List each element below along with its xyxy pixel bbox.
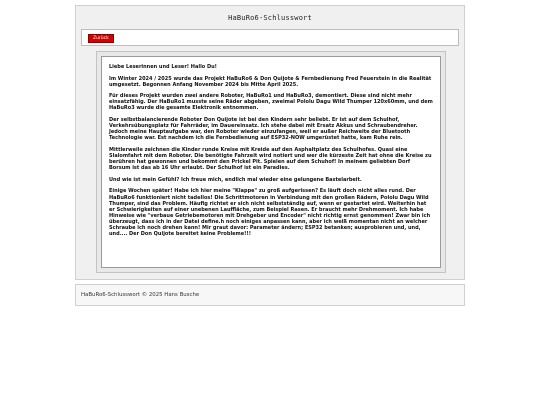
paragraph-weeks-later: Einige Wochen später! Habe ich hier meine "Klappe" zu groß aufgerissen? Es läuft doch nicht alles rund. Der HaBuRo6 funktioniert nicht tadellos! Die Schrittmotoren in Verbindung mit den großen Rädern, Pololu Dagu Wild Thumper, sind das Problem. Häufig richtet er sich nicht selbstständig auf, wenn er gestartet wird. Weiterhin hat er Schwierigkeiten auf einer unebenen Lauffläche, zum Beispiel Rasen. Er braucht mehr Drehmoment. Ich habe Hinweise wie "verbaue Getriebemotoren mit Drehgeber und Encoder" nicht richtig ernst genommen! Zwar bin ich überzeugt, dass ich in der Datei define.h noch einiges anpassen kann, aber ich weiß momentan nicht an welcher Schraube ich noch drehen kann! Mir graut davor: Parameter ändern; ESP32 betanken; ausprobieren und, und, und.... Der Don Quijote bereitet keine Probleme!!! [109,188,431,238]
content-box [101,56,441,268]
paragraph-greeting: Liebe Leserinnen und Leser! Hallo Du! [109,64,217,70]
main-frame [75,5,465,280]
paragraph-robots: Für dieses Projekt wurden zwei andere Roboter, HaBuRo1 und HaBuRo3, demontiert. Diese sind nicht mehr einsatzfähig. Der HaBuRo1 musste seine Räder abgeben, zweimal Pololu Dagu Wild Thumper 120x60mm, und dem HaBuRo3 wurde die gesamte Elektronik entnommen. [109,93,433,112]
nav-bar [81,29,459,46]
paragraph-slalom: Mittlerweile zeichnen die Kinder runde Kreise mit Kreide auf den Asphaltplatz des Schulhofes. Quasi eine Slalomfahrt mit dem Roboter. Die benötigte Fahrzeit wird notiert und wer die kürzeste Zeit hat ohne die Kreise zu berühren hat gewonnen und bekommt den Prickel Pit. Spielen auf dem Schuhof! In meinem geliebten Dorf Borsum ist das ab 16 Uhr erlaubt. Der Schulhof ist ein Paradies. [109,146,432,172]
content-panel [96,51,446,273]
paragraph-don-quijote: Der selbstbalancierende Roboter Don Quijote ist bei den Kindern sehr beliebt. Er ist auf dem Schulhof, Verkehrsübungsplatz für Fahrräder, im Dauereinsatz. Ich stehe dabei mit Ersatz Akkus und Schraubendreher. Jedoch meine Hauptaufgabe war, den Roboter wieder einzufangen, weil er außer Reichweite der Bluetooth Technologie war. Est nachdem ich die Fernbedienung auf ESP32-NOW umgerüstet hatte, kam Ruhe rein. [109,117,418,142]
paragraph-feeling: Und wie ist mein Gefühl? Ich freue mich, endlich mal wieder eine gelungene Bastelarbeit. [109,176,362,183]
back-button[interactable]: Zurück [88,34,114,43]
paragraph-intro: Im Winter 2024 / 2025 wurde das Projekt HaBuRo6 & Don Quijote & Fernbedienung Fred Feuerstein in die Realität umgesetzt. Begonnen Anfang November 2024 bis Mitte April 2025. [109,75,432,88]
footer [75,284,465,306]
page-title: HaBuRo6-Schlusswort [228,14,312,22]
footer-copyright: HaBuRo6-Schlusswort © 2025 Hans Busche [81,292,200,298]
